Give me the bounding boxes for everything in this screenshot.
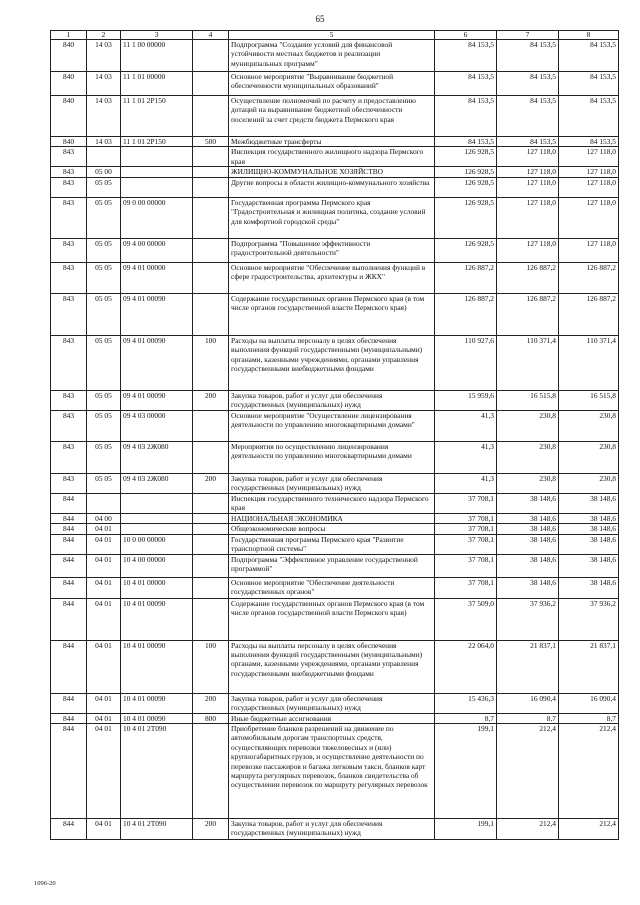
cell-expense-type: 100 — [193, 335, 229, 390]
cell-amount-2: 212,4 — [497, 819, 559, 840]
cell-amount-1: 37 509,0 — [435, 598, 497, 640]
cell-amount-3: 127 118,0 — [559, 197, 619, 238]
column-header: 5 — [229, 31, 435, 40]
cell-expense-type: 500 — [193, 137, 229, 147]
table-row — [51, 147, 619, 167]
table-row — [51, 293, 619, 335]
cell-admin-code: 844 — [51, 513, 87, 523]
cell-section-code: 05 05 — [87, 390, 121, 410]
table-row — [51, 524, 619, 534]
cell-amount-2: 16 515,8 — [497, 390, 559, 410]
table-row — [51, 534, 619, 554]
cell-amount-3: 38 148,6 — [559, 513, 619, 523]
cell-expense-type: 200 — [193, 819, 229, 840]
cell-description: Подпрограмма "Повышение эффективности градостроительной деятельности" — [229, 238, 435, 262]
cell-description: Основное мероприятие "Осуществление лицензирования деятельности по управлению многоквартирными домами" — [229, 410, 435, 441]
cell-target-code: 11 1 01 2P150 — [121, 96, 193, 137]
cell-target-code: 09 4 01 00090 — [121, 335, 193, 390]
cell-target-code: 10 4 01 2T090 — [121, 724, 193, 819]
cell-expense-type — [193, 197, 229, 238]
cell-description: Мероприятия по осуществлению лицензирования деятельности по управлению многоквартирными домами — [229, 441, 435, 473]
cell-amount-2: 84 153,5 — [497, 40, 559, 72]
cell-amount-3: 127 118,0 — [559, 238, 619, 262]
cell-admin-code: 840 — [51, 137, 87, 147]
cell-section-code: 05 05 — [87, 410, 121, 441]
cell-amount-3: 127 118,0 — [559, 167, 619, 177]
cell-amount-3: 126 887,2 — [559, 293, 619, 335]
cell-amount-3: 38 148,6 — [559, 554, 619, 577]
cell-section-code: 04 01 — [87, 819, 121, 840]
cell-amount-2: 212,4 — [497, 724, 559, 819]
cell-target-code: 09 4 00 00000 — [121, 238, 193, 262]
cell-description: Иные бюджетные ассигнования — [229, 713, 435, 723]
cell-section-code: 05 05 — [87, 177, 121, 197]
cell-expense-type: 200 — [193, 473, 229, 493]
cell-admin-code: 844 — [51, 693, 87, 713]
cell-admin-code: 840 — [51, 40, 87, 72]
cell-expense-type — [193, 410, 229, 441]
cell-amount-3: 37 936,2 — [559, 598, 619, 640]
cell-admin-code: 844 — [51, 819, 87, 840]
cell-amount-1: 37 708,1 — [435, 534, 497, 554]
cell-expense-type — [193, 40, 229, 72]
cell-description: Основное мероприятие "Выравнивание бюджетной обеспеченности муниципальных образований" — [229, 72, 435, 96]
cell-section-code: 04 01 — [87, 640, 121, 693]
cell-expense-type — [193, 493, 229, 513]
cell-section-code: 05 05 — [87, 262, 121, 293]
cell-expense-type — [193, 554, 229, 577]
table-row — [51, 410, 619, 441]
cell-section-code: 14 03 — [87, 96, 121, 137]
cell-amount-3: 127 118,0 — [559, 177, 619, 197]
cell-amount-1: 41,3 — [435, 441, 497, 473]
cell-amount-2: 127 118,0 — [497, 197, 559, 238]
cell-description: Межбюджетные трансферты — [229, 137, 435, 147]
cell-expense-type — [193, 534, 229, 554]
cell-section-code: 04 01 — [87, 554, 121, 577]
cell-amount-3: 212,4 — [559, 724, 619, 819]
table-row — [51, 473, 619, 493]
cell-expense-type — [193, 598, 229, 640]
cell-amount-1: 41,3 — [435, 473, 497, 493]
cell-admin-code: 843 — [51, 197, 87, 238]
cell-admin-code: 843 — [51, 390, 87, 410]
cell-section-code: 05 05 — [87, 473, 121, 493]
cell-admin-code: 843 — [51, 473, 87, 493]
table-body — [51, 40, 619, 840]
cell-admin-code: 843 — [51, 262, 87, 293]
cell-amount-3: 38 148,6 — [559, 524, 619, 534]
cell-description: Инспекция государственного технического надзора Пермского края — [229, 493, 435, 513]
cell-section-code: 14 03 — [87, 137, 121, 147]
cell-amount-2: 38 148,6 — [497, 534, 559, 554]
table-row — [51, 713, 619, 723]
table-row — [51, 335, 619, 390]
cell-section-code: 04 01 — [87, 713, 121, 723]
cell-section-code: 14 03 — [87, 40, 121, 72]
cell-amount-1: 126 887,2 — [435, 293, 497, 335]
cell-amount-2: 38 148,6 — [497, 577, 559, 598]
cell-amount-3: 126 887,2 — [559, 262, 619, 293]
cell-target-code: 09 4 03 2Ж080 — [121, 441, 193, 473]
cell-amount-2: 84 153,5 — [497, 137, 559, 147]
cell-admin-code: 840 — [51, 72, 87, 96]
cell-amount-2: 37 936,2 — [497, 598, 559, 640]
table-row — [51, 390, 619, 410]
cell-amount-1: 22 064,0 — [435, 640, 497, 693]
table-row — [51, 598, 619, 640]
cell-amount-3: 230,8 — [559, 441, 619, 473]
cell-target-code — [121, 513, 193, 523]
cell-target-code: 11 1 01 2P150 — [121, 137, 193, 147]
cell-target-code — [121, 177, 193, 197]
cell-description: Закупка товаров, работ и услуг для обеспечения государственных (муниципальных) нужд — [229, 473, 435, 493]
table-row — [51, 40, 619, 72]
cell-expense-type — [193, 167, 229, 177]
cell-amount-2: 127 118,0 — [497, 177, 559, 197]
cell-section-code: 04 00 — [87, 513, 121, 523]
cell-section-code — [87, 493, 121, 513]
cell-amount-1: 37 708,1 — [435, 513, 497, 523]
table-row — [51, 441, 619, 473]
cell-target-code — [121, 493, 193, 513]
cell-amount-3: 38 148,6 — [559, 493, 619, 513]
cell-amount-3: 84 153,5 — [559, 96, 619, 137]
cell-expense-type: 200 — [193, 693, 229, 713]
table-row — [51, 554, 619, 577]
cell-amount-2: 38 148,6 — [497, 513, 559, 523]
cell-amount-1: 84 153,5 — [435, 96, 497, 137]
cell-amount-2: 21 837,1 — [497, 640, 559, 693]
cell-admin-code: 843 — [51, 167, 87, 177]
cell-section-code: 04 01 — [87, 577, 121, 598]
cell-admin-code: 843 — [51, 441, 87, 473]
budget-table — [50, 30, 619, 840]
cell-section-code: 04 01 — [87, 724, 121, 819]
cell-amount-2: 230,8 — [497, 441, 559, 473]
cell-amount-1: 41,3 — [435, 410, 497, 441]
cell-expense-type — [193, 441, 229, 473]
cell-amount-2: 126 887,2 — [497, 262, 559, 293]
cell-amount-1: 8,7 — [435, 713, 497, 723]
cell-amount-3: 230,8 — [559, 410, 619, 441]
cell-admin-code: 843 — [51, 293, 87, 335]
column-header: 8 — [559, 31, 619, 40]
cell-target-code: 10 4 01 00090 — [121, 713, 193, 723]
cell-amount-3: 84 153,5 — [559, 72, 619, 96]
cell-amount-1: 126 928,5 — [435, 167, 497, 177]
cell-amount-3: 38 148,6 — [559, 534, 619, 554]
cell-description: Подпрограмма "Эффективное управление государственной программой" — [229, 554, 435, 577]
cell-section-code: 14 03 — [87, 72, 121, 96]
cell-amount-1: 37 708,1 — [435, 524, 497, 534]
cell-expense-type: 100 — [193, 640, 229, 693]
cell-amount-2: 127 118,0 — [497, 167, 559, 177]
cell-section-code: 05 05 — [87, 335, 121, 390]
cell-amount-3: 110 371,4 — [559, 335, 619, 390]
table-row — [51, 72, 619, 96]
page-number: 65 — [315, 14, 325, 24]
table-row — [51, 96, 619, 137]
cell-section-code: 05 05 — [87, 238, 121, 262]
cell-section-code: 05 05 — [87, 441, 121, 473]
footer-code: 1096-20 — [34, 880, 56, 887]
cell-amount-2: 38 148,6 — [497, 524, 559, 534]
cell-amount-3: 16 515,8 — [559, 390, 619, 410]
cell-admin-code: 843 — [51, 238, 87, 262]
cell-description: Расходы на выплаты персоналу в целях обеспечения выполнения функций государственными (муниципальными) органами, казенными учреждениями, органами управления государственными внебюджетными фондами — [229, 640, 435, 693]
cell-amount-1: 15 959,6 — [435, 390, 497, 410]
cell-amount-1: 37 708,1 — [435, 577, 497, 598]
table-row — [51, 693, 619, 713]
cell-description: Общеэкономические вопросы — [229, 524, 435, 534]
cell-section-code: 05 00 — [87, 167, 121, 177]
cell-admin-code: 840 — [51, 96, 87, 137]
cell-expense-type — [193, 293, 229, 335]
table-row — [51, 197, 619, 238]
cell-admin-code: 844 — [51, 534, 87, 554]
cell-amount-3: 230,8 — [559, 473, 619, 493]
cell-amount-2: 16 090,4 — [497, 693, 559, 713]
cell-amount-3: 21 837,1 — [559, 640, 619, 693]
cell-amount-2: 8,7 — [497, 713, 559, 723]
cell-target-code: 10 4 01 00000 — [121, 577, 193, 598]
cell-admin-code: 843 — [51, 147, 87, 167]
cell-target-code: 09 0 00 00000 — [121, 197, 193, 238]
cell-amount-2: 38 148,6 — [497, 493, 559, 513]
table-row — [51, 238, 619, 262]
cell-amount-3: 38 148,6 — [559, 577, 619, 598]
cell-description: Основное мероприятие "Обеспечение деятельности государственных органов" — [229, 577, 435, 598]
cell-section-code: 04 01 — [87, 524, 121, 534]
cell-target-code: 09 4 03 00000 — [121, 410, 193, 441]
cell-amount-3: 127 118,0 — [559, 147, 619, 167]
cell-description: Закупка товаров, работ и услуг для обеспечения государственных (муниципальных) нужд — [229, 390, 435, 410]
table-row — [51, 819, 619, 840]
cell-target-code: 09 4 03 2Ж080 — [121, 473, 193, 493]
cell-target-code: 10 4 01 00090 — [121, 693, 193, 713]
cell-description: Другие вопросы в области жилищно-коммунального хозяйства — [229, 177, 435, 197]
cell-admin-code: 844 — [51, 493, 87, 513]
table-row — [51, 177, 619, 197]
cell-amount-2: 127 118,0 — [497, 238, 559, 262]
cell-expense-type — [193, 724, 229, 819]
cell-target-code: 11 1 01 00000 — [121, 72, 193, 96]
cell-target-code: 10 4 01 2T090 — [121, 819, 193, 840]
table-row — [51, 262, 619, 293]
cell-amount-1: 15 436,3 — [435, 693, 497, 713]
cell-description: Приобретение бланков разрешений на движение по автомобильным дорогам транспортных средств, осуществляющих перевозки тяжеловесных и (или) крупногабаритных грузов, и осуществление деятельности по перевозке пассажиров и багажа легковым такси, бланков карт маршрута регулярных перевозок, бланков свидетельства об осуществлении перевозок по маршруту регулярных перевозок — [229, 724, 435, 819]
cell-description: Подпрограмма "Создание условий для финансовой устойчивости местных бюджетов и реализации муниципальных программ" — [229, 40, 435, 72]
cell-target-code — [121, 524, 193, 534]
cell-amount-1: 37 708,1 — [435, 554, 497, 577]
cell-target-code — [121, 147, 193, 167]
cell-expense-type — [193, 177, 229, 197]
cell-admin-code: 843 — [51, 335, 87, 390]
cell-amount-2: 110 371,4 — [497, 335, 559, 390]
cell-section-code: 04 01 — [87, 693, 121, 713]
cell-amount-1: 84 153,5 — [435, 137, 497, 147]
column-header: 7 — [497, 31, 559, 40]
cell-expense-type — [193, 577, 229, 598]
column-header: 6 — [435, 31, 497, 40]
cell-amount-1: 37 708,1 — [435, 493, 497, 513]
cell-amount-1: 126 887,2 — [435, 262, 497, 293]
cell-amount-1: 126 928,5 — [435, 197, 497, 238]
column-header: 3 — [121, 31, 193, 40]
cell-amount-3: 212,4 — [559, 819, 619, 840]
table-row — [51, 137, 619, 147]
table-row — [51, 167, 619, 177]
cell-description: Инспекция государственного жилищного надзора Пермского края — [229, 147, 435, 167]
column-header: 4 — [193, 31, 229, 40]
cell-admin-code: 843 — [51, 410, 87, 441]
cell-amount-2: 127 118,0 — [497, 147, 559, 167]
cell-admin-code: 844 — [51, 724, 87, 819]
cell-expense-type — [193, 147, 229, 167]
cell-amount-2: 126 887,2 — [497, 293, 559, 335]
cell-description: НАЦИОНАЛЬНАЯ ЭКОНОМИКА — [229, 513, 435, 523]
cell-amount-1: 110 927,6 — [435, 335, 497, 390]
table-row — [51, 493, 619, 513]
cell-amount-2: 84 153,5 — [497, 72, 559, 96]
table-row — [51, 577, 619, 598]
cell-description: ЖИЛИЩНО-КОММУНАЛЬНОЕ ХОЗЯЙСТВО — [229, 167, 435, 177]
cell-amount-1: 84 153,5 — [435, 72, 497, 96]
cell-amount-3: 8,7 — [559, 713, 619, 723]
cell-admin-code: 844 — [51, 524, 87, 534]
cell-description: Закупка товаров, работ и услуг для обеспечения государственных (муниципальных) нужд — [229, 819, 435, 840]
table-row — [51, 513, 619, 523]
cell-amount-2: 84 153,5 — [497, 96, 559, 137]
column-header: 2 — [87, 31, 121, 40]
cell-amount-1: 84 153,5 — [435, 40, 497, 72]
cell-section-code: 05 05 — [87, 293, 121, 335]
cell-target-code — [121, 167, 193, 177]
cell-expense-type — [193, 72, 229, 96]
cell-amount-1: 126 928,5 — [435, 147, 497, 167]
cell-expense-type: 800 — [193, 713, 229, 723]
cell-target-code: 09 4 01 00000 — [121, 262, 193, 293]
cell-expense-type — [193, 524, 229, 534]
cell-target-code: 10 4 01 00090 — [121, 640, 193, 693]
cell-amount-3: 16 090,4 — [559, 693, 619, 713]
cell-admin-code: 844 — [51, 713, 87, 723]
cell-target-code: 09 4 01 00090 — [121, 293, 193, 335]
table-row — [51, 640, 619, 693]
cell-section-code: 05 05 — [87, 197, 121, 238]
cell-amount-1: 199,1 — [435, 724, 497, 819]
cell-admin-code: 843 — [51, 177, 87, 197]
cell-target-code: 11 1 00 00000 — [121, 40, 193, 72]
cell-section-code: 04 01 — [87, 598, 121, 640]
cell-description: Основное мероприятие "Обеспечение выполнения функций в сфере градостроительства, архитектуры и ЖКХ" — [229, 262, 435, 293]
cell-amount-2: 230,8 — [497, 473, 559, 493]
cell-description: Осуществление полномочий по расчету и предоставлению дотаций на выравнивание бюджетной обеспеченности поселений за счет средств бюджета Пермского края — [229, 96, 435, 137]
cell-admin-code: 844 — [51, 640, 87, 693]
cell-description: Закупка товаров, работ и услуг для обеспечения государственных (муниципальных) нужд — [229, 693, 435, 713]
cell-description: Государственная программа Пермского края "Градостроительная и жилищная политика, создание условий для комфортной городской среды" — [229, 197, 435, 238]
column-header: 1 — [51, 31, 87, 40]
cell-admin-code: 844 — [51, 577, 87, 598]
cell-expense-type — [193, 96, 229, 137]
cell-amount-3: 84 153,5 — [559, 137, 619, 147]
cell-expense-type — [193, 262, 229, 293]
table-header-row — [51, 31, 619, 40]
cell-admin-code: 844 — [51, 554, 87, 577]
cell-target-code: 09 4 01 00090 — [121, 390, 193, 410]
cell-admin-code: 844 — [51, 598, 87, 640]
cell-target-code: 10 0 00 00000 — [121, 534, 193, 554]
cell-target-code: 10 4 01 00090 — [121, 598, 193, 640]
cell-section-code: 04 01 — [87, 534, 121, 554]
cell-amount-1: 199,1 — [435, 819, 497, 840]
cell-amount-1: 126 928,5 — [435, 177, 497, 197]
cell-description: Расходы на выплаты персоналу в целях обеспечения выполнения функций государственными (муниципальными) органами, казенными учреждениями, органами управления государственными внебюджетными фондами — [229, 335, 435, 390]
cell-expense-type — [193, 238, 229, 262]
cell-section-code — [87, 147, 121, 167]
cell-description: Содержание государственных органов Пермского края (в том числе органов государственной власти Пермского края) — [229, 293, 435, 335]
cell-target-code: 10 4 00 00000 — [121, 554, 193, 577]
cell-description: Содержание государственных органов Пермского края (в том числе органов государственной власти Пермского края) — [229, 598, 435, 640]
table-row — [51, 724, 619, 819]
cell-amount-2: 38 148,6 — [497, 554, 559, 577]
cell-amount-2: 230,8 — [497, 410, 559, 441]
cell-expense-type — [193, 513, 229, 523]
cell-expense-type: 200 — [193, 390, 229, 410]
cell-amount-3: 84 153,5 — [559, 40, 619, 72]
cell-amount-1: 126 928,5 — [435, 238, 497, 262]
cell-description: Государственная программа Пермского края "Развитие транспортной системы" — [229, 534, 435, 554]
